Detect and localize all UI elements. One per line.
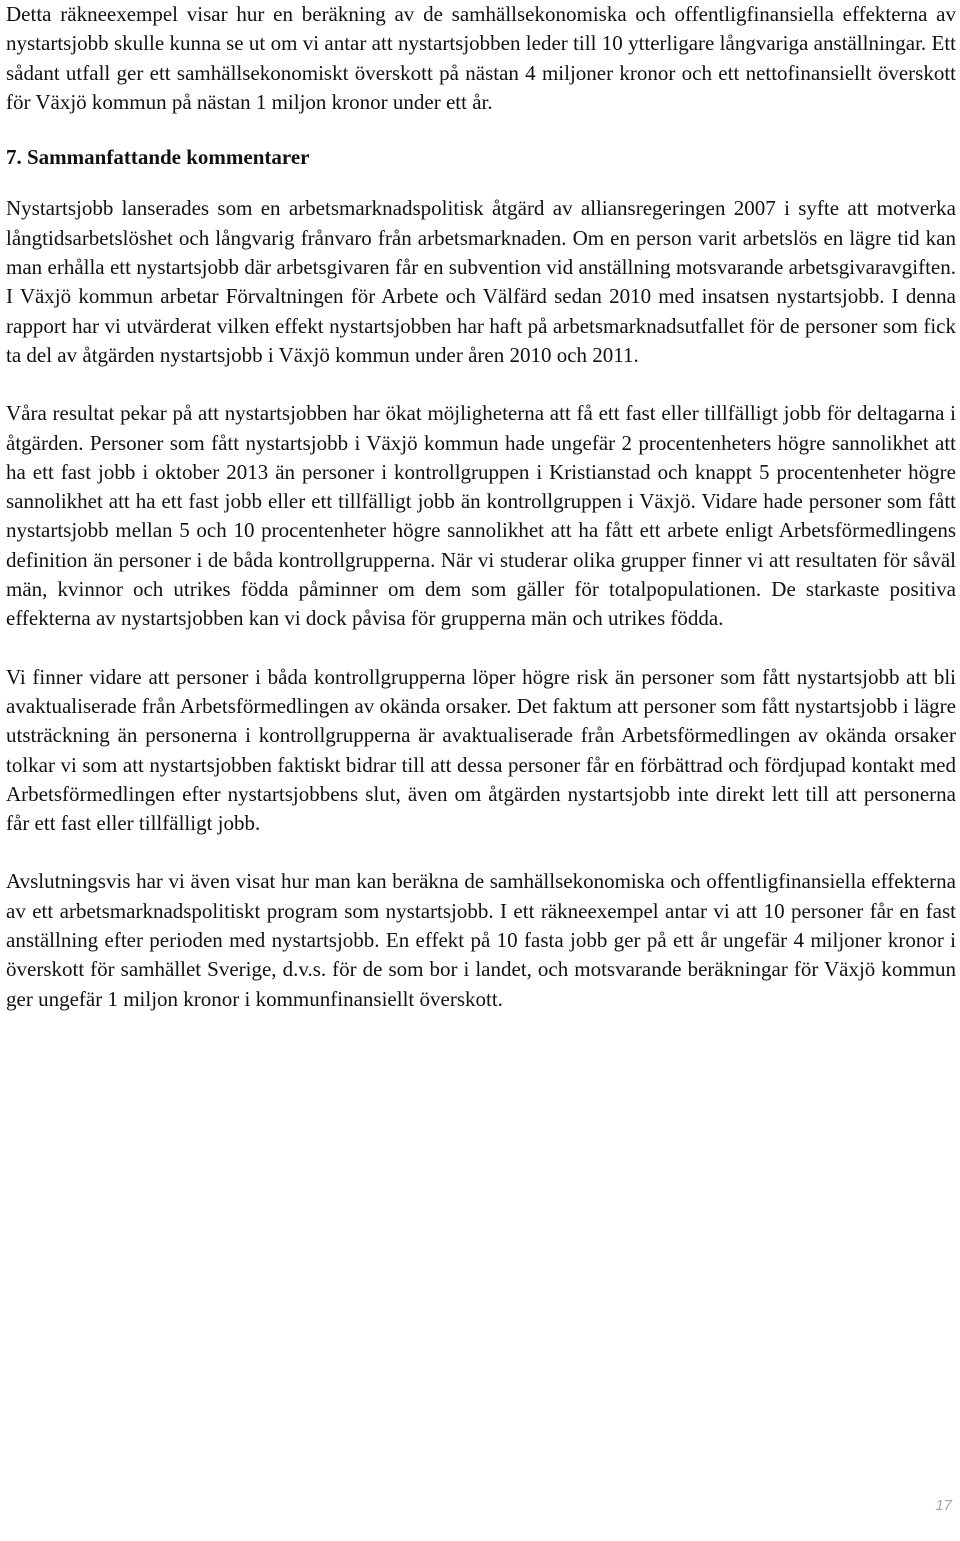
summary-paragraph-3: Vi finner vidare att personer i båda kontrollgrupperna löper högre risk än personer som fått nystartsjobb att bli avaktualiserade från Arbetsförmedlingen av okända orsaker. Det faktum att personer som fått nystartsjobb i lägre utsträckning än personerna i kontrollgrupperna är avaktualiserade från Arbetsförmedlingen av okända orsaker tolkar vi som att nystartsjobben faktiskt bidrar till att dessa personer får en förbättrad och fördjupad kontakt med Arbetsförmedlingen efter nystartsjobbens slut, även om åtgärden nystartsjobb inte direkt lett till att personerna får ett fast eller tillfälligt jobb. (6, 664, 956, 836)
intro-paragraph: Detta räkneexempel visar hur en beräkning av de samhällsekonomiska och offentligfinansiella effekterna av nystartsjobb skulle kunna se ut om vi antar att nystartsjobben leder till 10 ytterligare långvariga anställningar. Ett sådant utfall ger ett samhällsekonomiskt överskott på nästan 4 miljoner kronor och ett nettofinansiellt överskott för Växjö kommun på nästan 1 miljon kronor under ett år. (6, 2, 956, 114)
summary-paragraph-1: Nystartsjobb lanserades som en arbetsmarknadspolitisk åtgärd av alliansregeringen 2007 i syfte att motverka långtidsarbetslöshet och långvarig frånvaro från arbetsmarknaden. Om en person varit arbetslös en lägre tid kan man erhålla ett nystartsjobb där arbetsgivaren får en subvention vid anställning motsvarande arbetsgivaravgiften. I Växjö kommun arbetar Förvaltningen för Arbete och Välfärd sedan 2010 med insatsen nystartsjobb. I denna rapport har vi utvärderat vilken effekt nystartsjobben har haft på arbetsmarknadsutfallet för de personer som fick ta del av åtgärden nystartsjobb i Växjö kommun under åren 2010 och 2011. (6, 196, 956, 367)
section-heading: 7. Sammanfattande kommentarer (6, 145, 310, 170)
summary-paragraph-4: Avslutningsvis har vi även visat hur man kan beräkna de samhällsekonomiska och offentligfinansiella effekterna av ett arbetsmarknadspolitiskt program som nystartsjobb. I ett räkneexempel antar vi att 10 personer får en fast anställning efter perioden med nystartsjobb. En effekt på 10 fasta jobb ger på ett år ungefär 4 miljoner kronor i överskott för samhället Sverige, d.v.s. för de som bor i landet, och motsvarande beräkningar för Växjö kommun ger ungefär 1 miljon kronor i kommunfinansiellt överskott. (6, 869, 956, 1011)
page-number: 17 (935, 1497, 952, 1514)
document-page (6, 0, 956, 1014)
summary-paragraph-2: Våra resultat pekar på att nystartsjobben har ökat möjligheterna att få ett fast eller tillfälligt jobb för deltagarna i åtgärden. Personer som fått nystartsjobb i Växjö kommun hade ungefär 2 procentenheters högre sannolikhet att ha ett fast jobb i oktober 2013 än personer i kontrollgruppen i Kristianstad och knappt 5 procentenheter högre sannolikhet att ha ett fast jobb eller ett tillfälligt jobb än kontrollgruppen i Växjö. Vidare hade personer som fått nystartsjobb mellan 5 och 10 procentenheter högre sannolikhet att ha fått ett arbete enligt Arbetsförmedlingens definition än personer i de båda kontrollgrupperna. När vi studerar olika grupper finner vi att resultaten för såväl män, kvinnor och utrikes födda påminner om dem som gäller för totalpopulationen. De starkaste positiva effekterna av nystartsjobben kan vi dock påvisa för grupperna män och utrikes födda. (6, 401, 956, 631)
